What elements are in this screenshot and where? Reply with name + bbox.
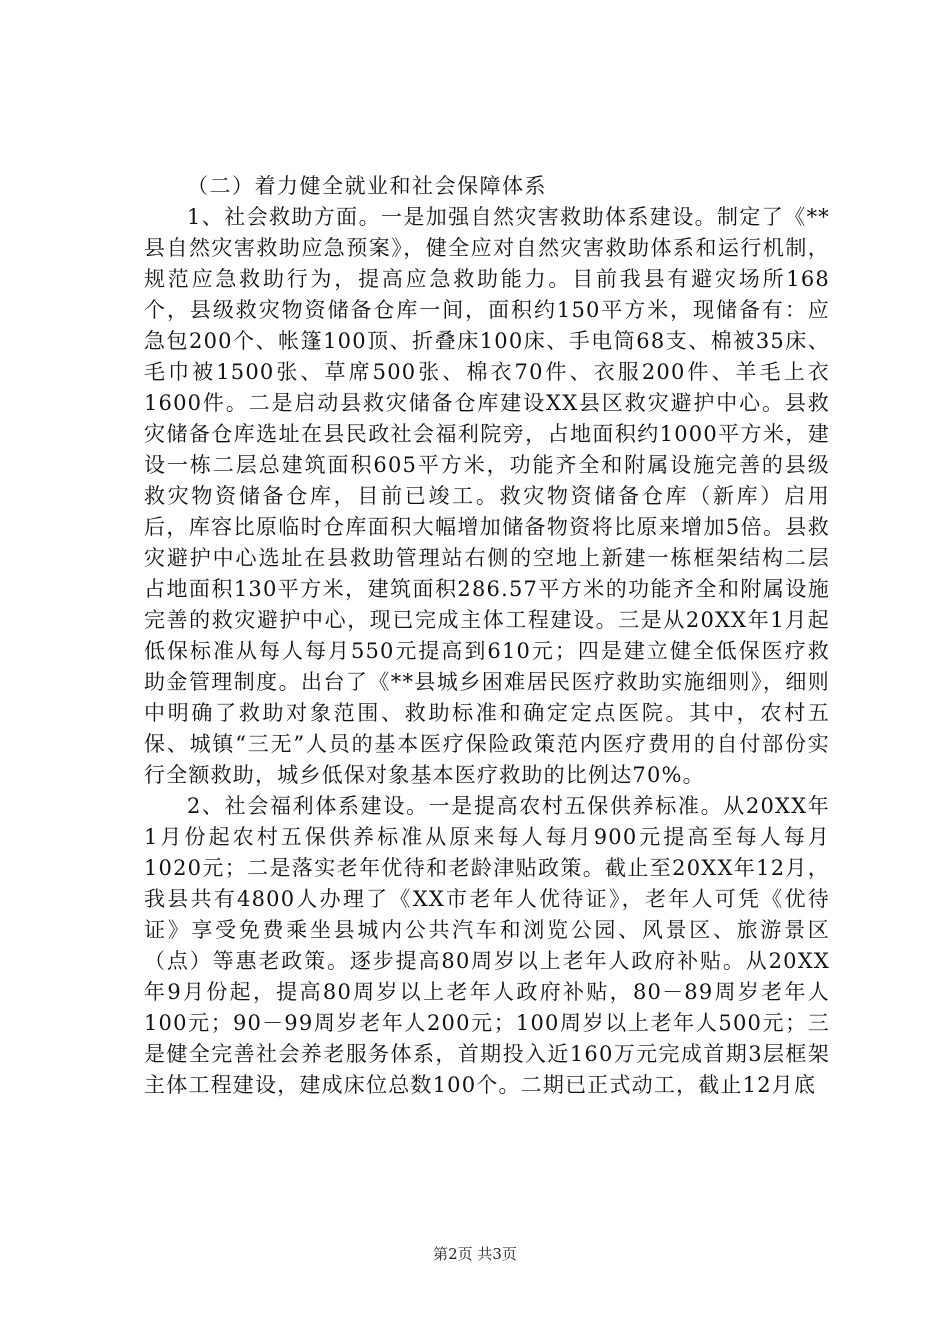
- document-body: [144, 171, 830, 1101]
- page-footer: 第2页 共3页: [433, 1245, 517, 1263]
- paragraph-social-assistance: 1、社会救助方面。一是加强自然灾害救助体系建设。制定了《**县自然灾害救助应急预案》，健全应对自然灾害救助体系和运行机制，规范应急救助行为，提高应急救助能力。目前我县有避灾场所168个，县级救灾物资储备仓库一间，面积约150平方米，现储备有：应急包200个、帐篷100顶、折叠床100床、手电筒68支、棉被35床、毛巾被1500张、草席500张、棉衣70件、衣服200件、羊毛上衣1600件。二是启动县救灾储备仓库建设XX县区救灾避护中心。县救灾储备仓库选址在县民政社会福利院旁，占地面积约1000平方米，建设一栋二层总建筑面积605平方米，功能齐全和附属设施完善的县级救灾物资储备仓库，目前已竣工。救灾物资储备仓库（新库）启用后，库容比原临时仓库面积大幅增加储备物资将比原来增加5倍。县救灾避护中心选址在县救助管理站右侧的空地上新建一栋框架结构二层占地面积130平方米，建筑面积286.57平方米的功能齐全和附属设施完善的救灾避护中心，现已完成主体工程建设。三是从20XX年1月起低保标准从每人每月550元提高到610元；四是建立健全低保医疗救助金管理制度。出台了《**县城乡困难居民医疗救助实施细则》，细则中明确了救助对象范围、救助标准和确定定点医院。其中，农村五保、城镇“三无”人员的基本医疗保险政策范内医疗费用的自付部份实行全额救助，城乡低保对象基本医疗救助的比例达70%。: [144, 205, 830, 787]
- paragraph-social-welfare: 2、社会福利体系建设。一是提高农村五保供养标准。从20XX年1月份起农村五保供养标准从原来每人每月900元提高至每人每月1020元；二是落实老年优待和老龄津贴政策。截止至20XX年12月，我县共有4800人办理了《XX市老年人优待证》，老年人可凭《优待证》享受免费乘坐县城内公共汽车和浏览公园、风景区、旅游景区（点）等惠老政策。逐步提高80周岁以上老年人政府补贴。从20XX年9月份起，提高80周岁以上老年人政府补贴，80－89周岁老年人100元；90－99周岁老年人200元；100周岁以上老年人500元；三是健全完善社会养老服务体系，首期投入近160万元完成首期3层框架主体工程建设，建成床位总数100个。二期已正式动工，截止12月底: [144, 794, 830, 1097]
- section-heading: （二）着力健全就业和社会保障体系: [187, 174, 547, 198]
